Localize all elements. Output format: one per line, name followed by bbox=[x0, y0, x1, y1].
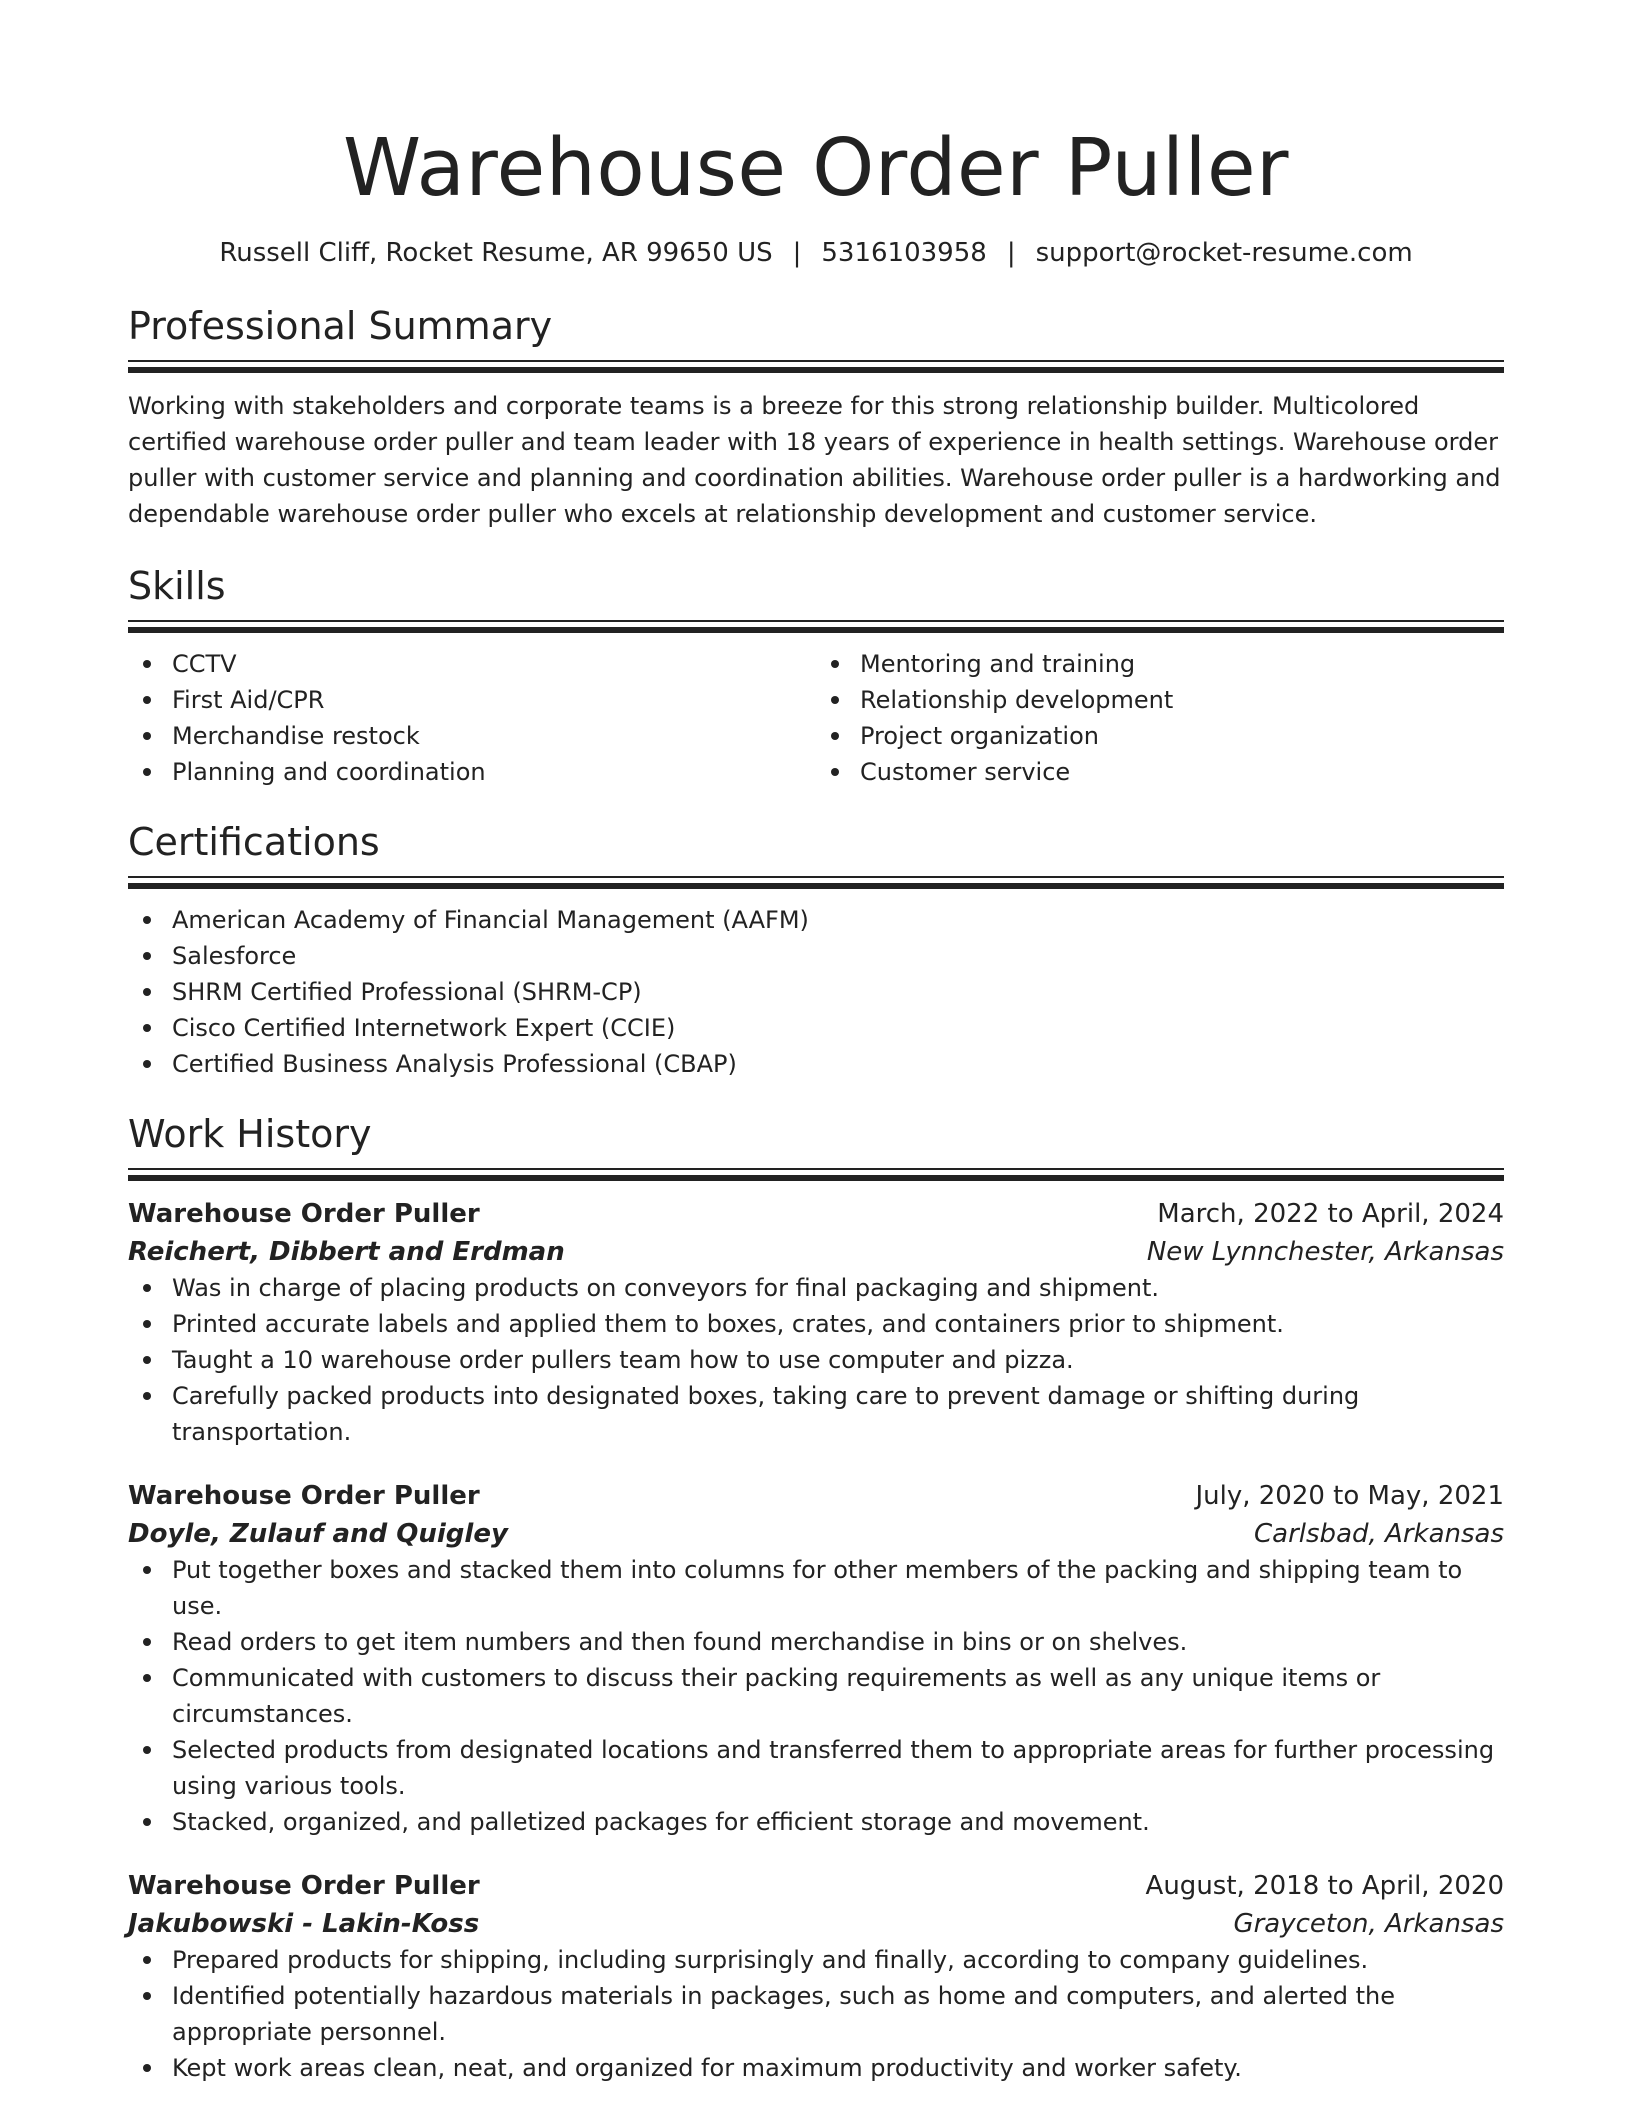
work-history-section bbox=[128, 1110, 1504, 2086]
job-bullet: Kept work areas clean, neat, and organized for maximum productivity and worker safety. bbox=[128, 2050, 1504, 2086]
certification-item: Salesforce bbox=[128, 938, 1504, 974]
job-title: Warehouse Order Puller bbox=[128, 1199, 480, 1229]
contact-email: support@rocket-resume.com bbox=[1035, 238, 1413, 268]
summary-section bbox=[128, 302, 1504, 532]
section-title-work-history: Work History bbox=[128, 1112, 372, 1156]
job-bullet: Identified potentially hazardous materials in packages, such as home and computers, and alerted the appropriate personnel. bbox=[128, 1978, 1504, 2050]
section-title-skills: Skills bbox=[128, 564, 226, 608]
job-bullet: Prepared products for shipping, including surprisingly and finally, according to company guidelines. bbox=[128, 1942, 1504, 1978]
skill-item: Mentoring and training bbox=[816, 646, 1504, 682]
job-bullet: Put together boxes and stacked them into columns for other members of the packing and shipping team to use. bbox=[128, 1552, 1504, 1624]
summary-text: Working with stakeholders and corporate teams is a breeze for this strong relationship builder. Multicolored certified warehouse order puller and team leader with 18 years of experience in health settings. Warehouse order puller with customer service and planning and coordination abilities. Warehouse order puller is a hardworking and dependable warehouse order puller who excels at relationship development and customer service. bbox=[128, 392, 1501, 528]
certification-item: Cisco Certified Internetwork Expert (CCIE) bbox=[128, 1010, 1504, 1046]
job-bullet: Carefully packed products into designated boxes, taking care to prevent damage or shifting during transportation. bbox=[128, 1378, 1504, 1450]
job-bullet: Stacked, organized, and palletized packages for efficient storage and movement. bbox=[128, 1804, 1504, 1840]
skill-item: Project organization bbox=[816, 718, 1504, 754]
certification-item: Certified Business Analysis Professional (CBAP) bbox=[128, 1046, 1504, 1082]
job-entry bbox=[128, 1196, 1504, 1450]
job-location: New Lynnchester, Arkansas bbox=[1146, 1237, 1504, 1267]
job-bullet: Selected products from designated locations and transferred them to appropriate areas for further processing using various tools. bbox=[128, 1732, 1504, 1804]
section-divider bbox=[128, 1168, 1504, 1184]
job-bullets bbox=[128, 1552, 1504, 1840]
skill-item: Relationship development bbox=[816, 682, 1504, 718]
job-entry bbox=[128, 1868, 1504, 2086]
contact-separator: | bbox=[792, 238, 802, 268]
section-divider bbox=[128, 620, 1504, 636]
job-dates: August, 2018 to April, 2020 bbox=[1145, 1871, 1504, 1901]
job-company: Reichert, Dibbert and Erdman bbox=[128, 1237, 565, 1267]
job-company: Jakubowski - Lakin-Koss bbox=[128, 1909, 480, 1939]
skill-item: First Aid/CPR bbox=[128, 682, 816, 718]
job-bullets bbox=[128, 1270, 1504, 1450]
job-dates: July, 2020 to May, 2021 bbox=[1195, 1481, 1504, 1511]
certification-item: SHRM Certified Professional (SHRM-CP) bbox=[128, 974, 1504, 1010]
section-title-summary: Professional Summary bbox=[128, 304, 553, 348]
skills-grid bbox=[128, 646, 1504, 790]
job-dates: March, 2022 to April, 2024 bbox=[1157, 1199, 1504, 1229]
job-location: Grayceton, Arkansas bbox=[1233, 1909, 1504, 1939]
skills-section bbox=[128, 562, 1504, 790]
contact-line bbox=[128, 236, 1504, 270]
contact-separator: | bbox=[1006, 238, 1016, 268]
job-company: Doyle, Zulauf and Quigley bbox=[128, 1519, 508, 1549]
section-divider bbox=[128, 876, 1504, 892]
job-bullet: Read orders to get item numbers and then found merchandise in bins or on shelves. bbox=[128, 1624, 1504, 1660]
skill-item: Customer service bbox=[816, 754, 1504, 790]
skill-item: CCTV bbox=[128, 646, 816, 682]
certification-item: American Academy of Financial Management (AAFM) bbox=[128, 902, 1504, 938]
job-location: Carlsbad, Arkansas bbox=[1254, 1519, 1504, 1549]
job-bullet: Taught a 10 warehouse order pullers team how to use computer and pizza. bbox=[128, 1342, 1504, 1378]
skill-item: Merchandise restock bbox=[128, 718, 816, 754]
page-title: Warehouse Order Puller bbox=[342, 122, 1290, 214]
contact-address: Russell Cliff, Rocket Resume, AR 99650 US bbox=[219, 238, 773, 268]
job-bullet: Communicated with customers to discuss their packing requirements as well as any unique items or circumstances. bbox=[128, 1660, 1504, 1732]
job-title: Warehouse Order Puller bbox=[128, 1481, 480, 1511]
contact-phone: 5316103958 bbox=[821, 238, 987, 268]
job-bullets bbox=[128, 1942, 1504, 2086]
job-bullet: Was in charge of placing products on conveyors for final packaging and shipment. bbox=[128, 1270, 1504, 1306]
skill-item: Planning and coordination bbox=[128, 754, 816, 790]
skills-list-right bbox=[816, 646, 1504, 790]
section-divider bbox=[128, 360, 1504, 376]
job-bullet: Printed accurate labels and applied them to boxes, crates, and containers prior to shipment. bbox=[128, 1306, 1504, 1342]
certifications-list bbox=[128, 902, 1504, 1082]
job-entry bbox=[128, 1478, 1504, 1840]
certifications-section bbox=[128, 818, 1504, 1082]
job-title: Warehouse Order Puller bbox=[128, 1871, 480, 1901]
section-title-certifications: Certifications bbox=[128, 820, 380, 864]
skills-list-left bbox=[128, 646, 816, 790]
